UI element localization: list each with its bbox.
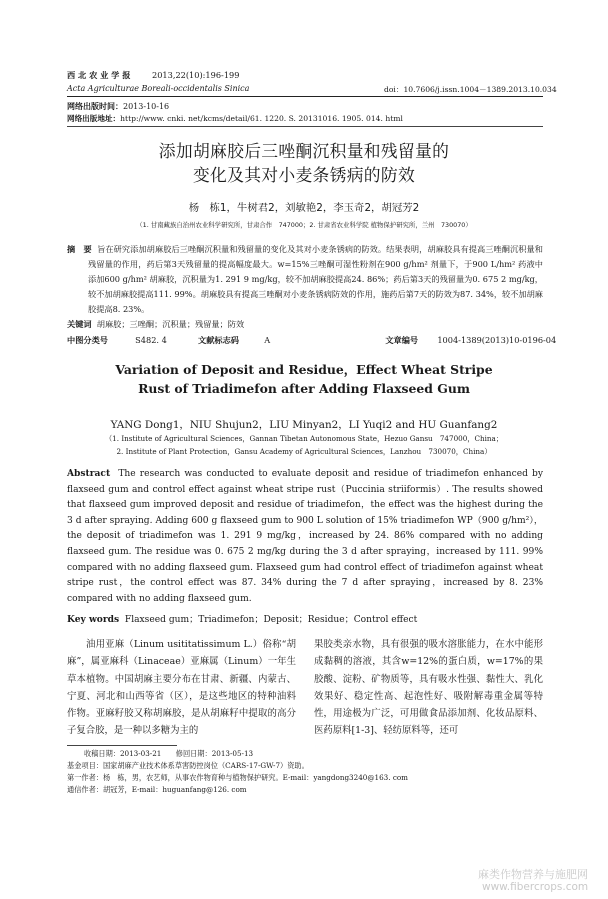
- keywords-en: [67, 612, 417, 625]
- affiliation-en-2: 2. Institute of Plant Protection，Gansu Academy of Agricultural Sciences，Lanzhou 730070，China）: [116, 447, 492, 456]
- body-right-column: 果胶类亲水物，具有很强的吸水溶胀能力，在水中能形成黏稠的溶液，其含w=12%的蛋白质，w=17%的果胶酸、淀粉、矿物质等，具有吸水性强、黏性大、乳化效果好、稳定性高、起泡性好、吸附解毒重金属等特性，用途极为广泛，可用做食品添加剂、化妆品原料、医药原料[1-3]、轻纺原料等，还可: [314, 639, 543, 737]
- keywords-cn-text: 胡麻胶；三唑酮；沉积量；残留量；防效: [96, 319, 245, 329]
- clc-label: 中图分类号: [67, 335, 108, 345]
- body-left-column: 油用亚麻（Linum usititatissimum L.）俗称“胡麻”，属亚麻科（Linaceae）亚麻属（Linum）一年生草本植物。中国胡麻主要分布在甘肃、新疆、内蒙古、宁夏、河北和山西等省（区），是这些地区的特种油料作物。亚麻籽胶又称胡麻胶，是从胡麻籽中提取的高分子复合胶，是一种以多糖为主的: [67, 639, 296, 737]
- online-time-label: 网络出版时间：: [67, 102, 123, 111]
- affiliation-en-1: （1. Institute of Agricultural Sciences，Gannan Tibetan Autonomous State，Hezuo Gansu 747000，China；: [104, 434, 504, 443]
- online-address-label: 网络出版地址：: [67, 114, 121, 123]
- authors-cn: 杨 栋1，牛树君2，刘敏艳2，李玉奇2，胡冠芳2: [188, 202, 420, 214]
- keywords-en-label: Key words: [67, 614, 120, 625]
- online-address: [67, 113, 403, 124]
- article-no-value: 1004-1389(2013)10-0196-04: [437, 335, 557, 345]
- header-rule: [67, 96, 543, 97]
- affiliations-cn: （1. 甘南藏族自治州农业科学研究所，甘肃合作 747000；2. 甘肃省农业科学院 植物保护研究所，兰州 730070）: [136, 221, 472, 229]
- online-time-value: 2013-10-16: [123, 102, 170, 111]
- abstract-en-text: The research was conducted to evaluate deposit and residue of triadimefon enhanced by flaxseed gum and control effect against wheat stripe rust（Puccinia striiformis）. The results showed that flaxseed gum improved deposit and residue of triadimefon，the effect was the highest during the 3 d after spraying. Adding 600 g flaxseed gum to 900 L solution of 15% triadimefon WP（900 g/hm²），the deposit of triadimefon was 1. 291 9 mg/kg，increased by 24. 86% compared with no adding flaxseed gum. The residue was 0. 675 2 mg/kg during the 3 d after spraying，increased by 111. 99% compared with no adding flaxseed gum. Flaxseed gum had control effect of triadimefon against wheat stripe rust，the control effect was 87. 34% during the 7 d after spraying，increased by 8. 23% compared with no adding flaxseed gum.: [67, 469, 543, 604]
- online-rule: [67, 126, 543, 127]
- received-date: 收稿日期：2013-03-21 修回日期：2013-05-13: [84, 749, 254, 758]
- corresponding-author-note: 通信作者：胡冠芳，E-mail：huguanfang@126. com: [67, 785, 247, 794]
- online-address-value[interactable]: http://www. cnki. net/kcms/detail/61. 1220. S. 20131016. 1905. 014. html: [120, 114, 403, 123]
- doc-code-value: A: [264, 335, 271, 345]
- keywords-cn: [67, 319, 244, 330]
- footnote-rule: [67, 745, 177, 746]
- title-cn-line1: 添加胡麻胶后三唑酮沉积量和残留量的: [158, 141, 450, 161]
- watermark-url: www.fibercrops.com: [482, 881, 589, 893]
- title-en-line2: Rust of Triadimefon after Adding Flaxseed Gum: [138, 381, 470, 396]
- abstract-cn-text: 旨在研究添加胡麻胶后三唑酮沉积量和残留量的变化及其对小麦条锈病的防效。结果表明，胡麻胶具有提高三唑酮沉积量和残留量的作用，药后第3天残留量的提高幅度最大。w=15%三唑酮可湿性粉剂在900 g/hm² 剂量下，于900 L/hm² 药液中添加600 g/hm² 胡麻胶，沉积量为1. 291 9 mg/kg，较不加胡麻胶提高24. 86%；药后第3天的残留量为0. 675 2 mg/kg，较不加胡麻胶提高111. 99%。胡麻胶具有提高三唑酮对小麦条锈病防效的作用，施药后第7天的防效为87. 34%，较不加胡麻胶提高8. 23%。: [88, 244, 543, 315]
- classification-row: [67, 335, 556, 346]
- keywords-en-text: Flaxseed gum；Triadimefon；Deposit；Residue；Control effect: [124, 615, 418, 625]
- journal-name-cn: 西 北 农 业 学 报: [67, 70, 131, 80]
- first-author-note: 第一作者：杨 栋，男，农艺师，从事农作物育种与植物保护研究。E-mail：yangdong3240@163. com: [67, 773, 408, 782]
- abstract-cn-label: 摘 要: [67, 244, 92, 254]
- keywords-cn-label: 关键词: [67, 319, 92, 329]
- journal-name-en: Acta Agriculturae Boreali-occidentalis Sinica: [67, 84, 250, 93]
- volume-pages: 2013,22(10):196-199: [152, 70, 240, 80]
- authors-en: YANG Dong1，NIU Shujun2，LIU Minyan2，LI Yuqi2 and HU Guanfang2: [110, 419, 498, 431]
- fund-note: 基金项目：国家胡麻产业技术体系草害防控岗位（CARS-17-GW-7）资助。: [67, 761, 309, 770]
- doc-code-label: 文献标志码: [198, 335, 239, 345]
- title-en-line1: Variation of Deposit and Residue，Effect Wheat Stripe: [115, 362, 493, 377]
- title-cn-line2: 变化及其对小麦条锈病的防效: [192, 165, 416, 185]
- article-no-label: 文章编号: [385, 335, 419, 345]
- watermark-cn: 麻类作物营养与施肥网: [478, 868, 588, 881]
- doi: doi：10.7606/j.issn.1004－1389.2013.10.034: [384, 85, 557, 94]
- clc-value: S482. 4: [135, 335, 167, 345]
- abstract-en-label: Abstract: [67, 468, 111, 479]
- abstract-en: [67, 466, 543, 606]
- online-time: [67, 101, 169, 112]
